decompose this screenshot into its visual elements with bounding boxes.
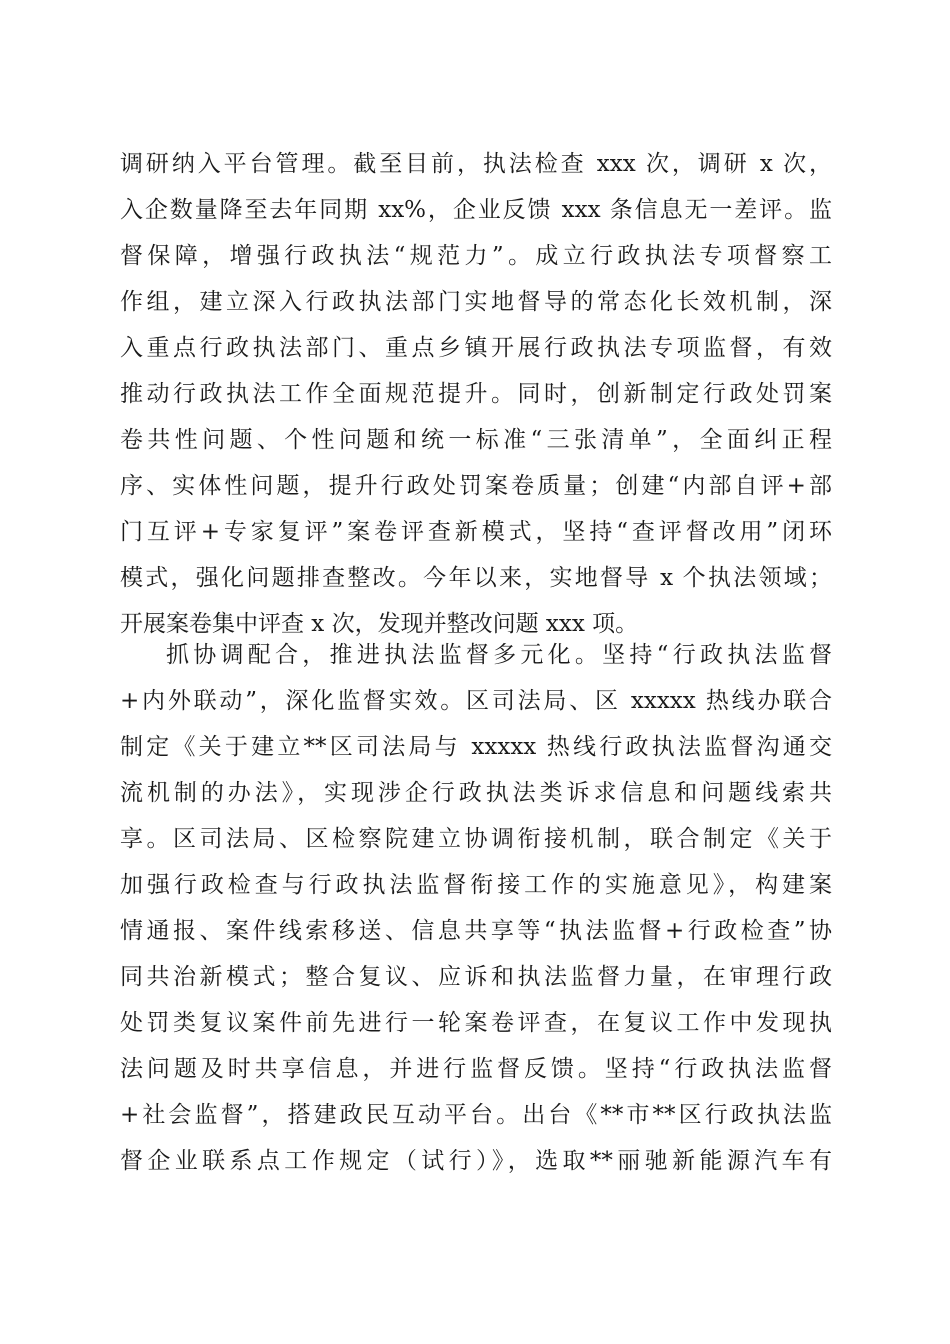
paragraph-line: 法问题及时共享信息，并进行监督反馈。坚持“行政执法监督 [120,1056,832,1082]
paragraph-line: 同共治新模式；整合复议、应诉和执法监督力量，在审理行政 [120,964,832,990]
paragraph-line: 入重点行政执法部门、重点乡镇开展行政执法专项监督，有效 [120,335,832,361]
paragraph-line: 序、实体性问题，提升行政处罚案卷质量；创建“内部自评+部 [120,473,832,499]
paragraph-line: 享。区司法局、区检察院建立协调衔接机制，联合制定《关于 [120,826,832,852]
paragraph-2 [120,632,832,1184]
paragraph-line: 模式，强化问题排查整改。今年以来，实地督导 x 个执法领域； [120,565,832,591]
paragraph-line: 督保障，增强行政执法“规范力”。成立行政执法专项督察工 [120,243,832,269]
paragraph-line: 督企业联系点工作规定（试行）》，选取**丽驰新能源汽车有 [120,1148,832,1174]
paragraph-line: +内外联动”，深化监督实效。区司法局、区 xxxxx 热线办联合 [120,688,832,714]
paragraph-line: 推动行政执法工作全面规范提升。同时，创新制定行政处罚案 [120,381,832,407]
paragraph-line: 开展案卷集中评查 x 次，发现并整改问题 xxx 项。 [120,611,639,637]
paragraph-line: 入企数量降至去年同期 xx%，企业反馈 xxx 条信息无一差评。监 [120,197,832,223]
paragraph-1 [120,141,832,647]
paragraph-line: 调研纳入平台管理。截至目前，执法检查 xxx 次，调研 x 次， [120,151,832,177]
paragraph-line: 卷共性问题、个性问题和统一标准“三张清单”，全面纠正程 [120,427,832,453]
paragraph-line: 制定《关于建立**区司法局与 xxxxx 热线行政执法监督沟通交 [120,734,832,760]
paragraph-line: 抓协调配合，推进执法监督多元化。坚持“行政执法监督 [166,642,832,668]
paragraph-line: 流机制的办法》，实现涉企行政执法类诉求信息和问题线索共 [120,780,832,806]
paragraph-line: 作组，建立深入行政执法部门实地督导的常态化长效机制，深 [120,289,832,315]
paragraph-line: +社会监督”，搭建政民互动平台。出台《**市**区行政执法监 [120,1102,832,1128]
paragraph-line: 处罚类复议案件前先进行一轮案卷评查，在复议工作中发现执 [120,1010,832,1036]
paragraph-line: 门互评+专家复评”案卷评查新模式，坚持“查评督改用”闭环 [120,519,832,545]
paragraph-line: 加强行政检查与行政执法监督衔接工作的实施意见》，构建案 [120,872,832,898]
paragraph-line: 情通报、案件线索移送、信息共享等“执法监督+行政检查”协 [120,918,832,944]
